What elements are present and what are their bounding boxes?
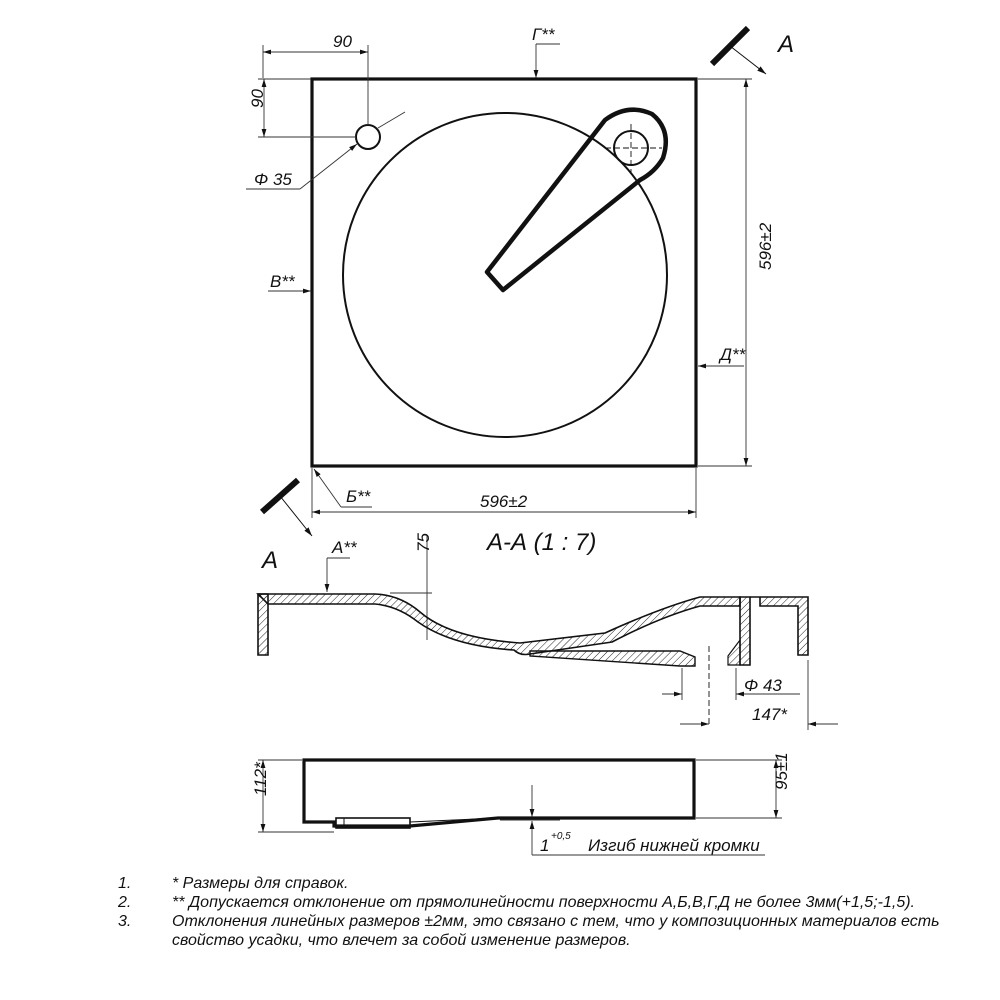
section-marker-top	[712, 28, 794, 74]
dim-hole-y: 90	[248, 89, 267, 108]
dim-hole-diameter: Φ 35	[254, 170, 292, 189]
dim-hole-x: 90	[333, 32, 352, 51]
section-view	[258, 529, 838, 730]
section-mark-top: А	[778, 31, 795, 58]
dim-depth: 75	[414, 533, 433, 552]
side-outline	[304, 760, 694, 826]
bend-value: 1	[540, 836, 550, 855]
note-text: Отклонения линейных размеров ±2мм, это связано с тем, что у композиционных материалов есть свойство усадки, что влечет за собой изменение размеров.	[172, 913, 940, 949]
overflow-channel	[487, 110, 666, 290]
note-number: 2.	[118, 894, 132, 911]
note-number: 1.	[118, 875, 132, 892]
note-text: ** Допускается отклонение от прямолинейности поверхности А,Б,В,Г,Д не более 3мм(+1,5;-1,5).	[172, 894, 915, 911]
sink-outline	[312, 79, 696, 466]
side-view	[251, 752, 791, 855]
section-mark-left: А	[262, 547, 279, 574]
section-title: А-А (1 : 7)	[487, 529, 597, 556]
edge-label-v: В**	[270, 272, 295, 291]
dim-drain-diameter: Φ 43	[744, 676, 782, 695]
note-item	[118, 912, 978, 950]
bend-label: Изгиб нижней кромки	[588, 836, 760, 855]
dim-width: 596±2	[480, 492, 528, 511]
sink-profile	[258, 594, 740, 655]
edge-label-a: А**	[332, 538, 357, 557]
notes-list	[118, 874, 978, 950]
note-number: 3.	[118, 913, 132, 930]
edge-label-d: Д**	[720, 345, 746, 364]
note-item	[118, 893, 978, 912]
bend-tolerance: +0,5	[551, 831, 571, 842]
bowl-circle	[343, 113, 667, 437]
dim-drain-offset: 147*	[752, 705, 787, 724]
dim-body-height: 95±1	[772, 752, 791, 790]
dim-height: 596±2	[756, 222, 775, 270]
note-text: * Размеры для справок.	[172, 875, 349, 892]
faucet-hole	[356, 125, 380, 149]
edge-label-g: Г**	[532, 25, 555, 44]
edge-label-b: Б**	[346, 487, 371, 506]
section-marker-bottom	[262, 480, 312, 536]
note-item	[118, 874, 978, 893]
top-view	[246, 25, 794, 536]
dim-total-height: 112*	[251, 762, 270, 796]
